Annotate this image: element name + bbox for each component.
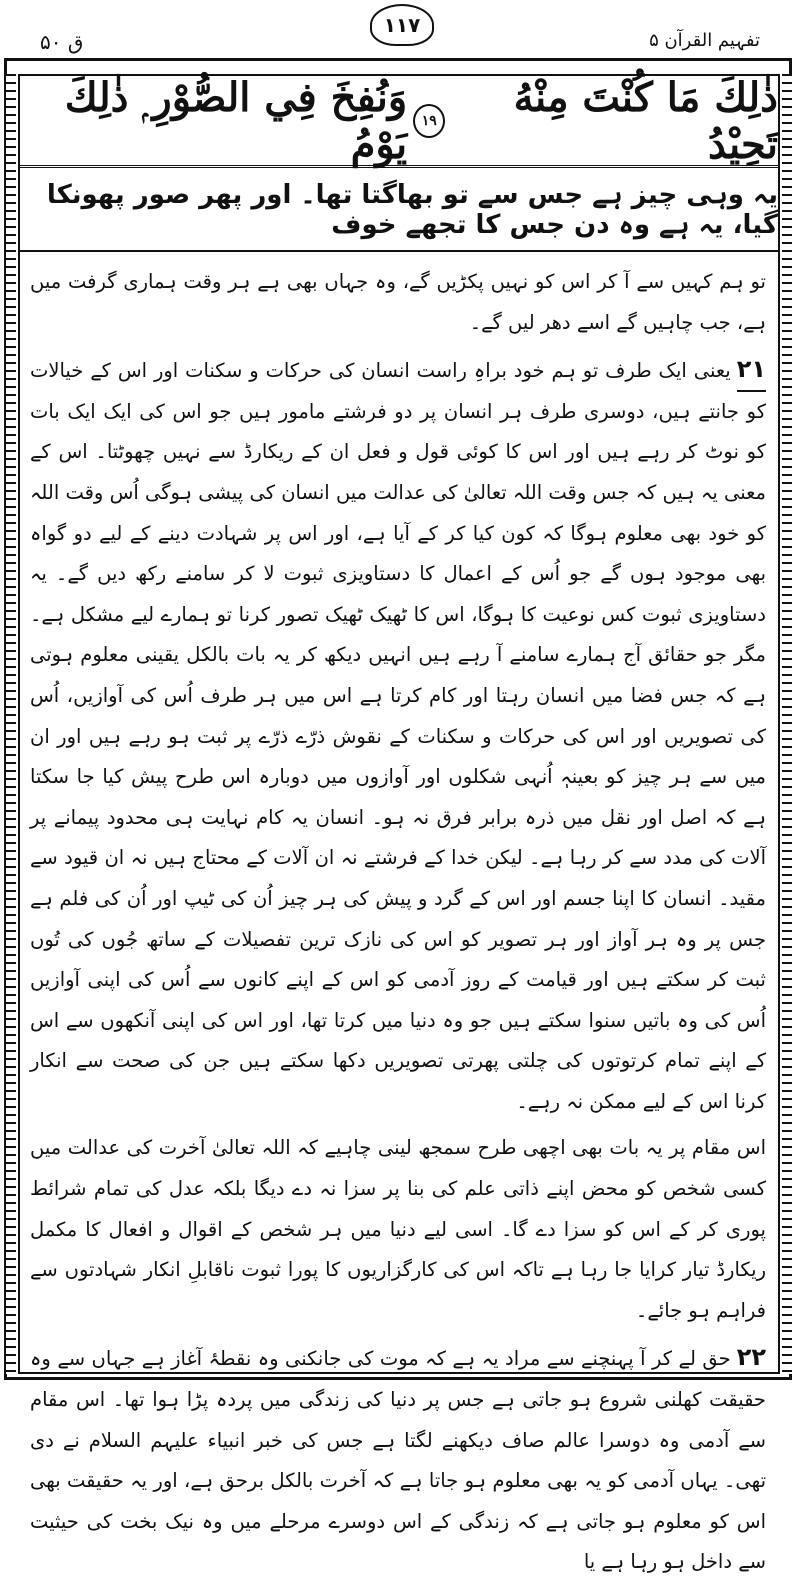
footnote-number: ۲۱ (737, 349, 766, 392)
decorative-border-right (782, 74, 792, 1374)
paragraph-text: یعنی ایک طرف تو ہم خود براہِ راست انسان کی حرکات و سکنات اور اس کے خیالات کو جانتے ہیں، دوسری طرف ہر انسان پر دو فرشتے مامور ہیں جو اس کی ایک ایک بات کو نوٹ کر رہے ہیں اور اس کا کوئی قول و فعل ان کے ریکارڈ سے نہیں چھوٹتا۔ اس کے معنی یہ ہیں کہ جس وقت اللہ تعالیٰ کی عدالت میں انسان کی پیشی ہوگی اُس وقت اللہ کو خود بھی معلوم ہوگا کہ کون کیا کر کے آیا ہے، اور اس پر شہادت دینے کے لیے دو گواہ بھی موجود ہوں گے جو اُس کے اعمال کا دستاویزی ثبوت لا کر سامنے رکھ دیں گے۔ یہ دستاویزی ثبوت کس نوعیت کا ہوگا، اس کا ٹھیک ٹھیک تصور کرنا تو ہمارے لیے مشکل ہے۔ مگر جو حقائق آج ہمارے سامنے آ رہے ہیں انہیں دیکھ کر یہ بات بالکل یقینی معلوم ہوتی ہے کہ جس فضا میں انسان رہتا اور کام کرتا ہے اس میں ہر طرف اُس کی آوازیں، اُس کی تصویریں اور اس کی حرکات و سکنات کے نقوش ذرّے ذرّے پر ثبت ہو رہے ہیں اور ان میں سے ہر چیز کو بعینہٖ اُنہی شکلوں اور آوازوں میں دوبارہ اس طرح پیش کیا جا سکتا ہے کہ اصل اور نقل میں ذرہ برابر فرق نہ ہو۔ انسان یہ کام نہایت ہی محدود پیمانے پر آلات کی مدد سے کر رہا ہے۔ لیکن خدا کے فرشتے نہ ان آلات کے محتاج ہیں نہ ان قیود سے مقید۔ انسان کا اپنا جسم اور اس کے گرد و پیش کی ہر چیز اُن کی ٹیپ اور اُن کی فلم ہے جس پر وہ ہر آواز اور ہر تصویر کو اس کی نازک ترین تفصیلات کے ساتھ جُوں کی تُوں ثبت کر سکتے ہیں اور قیامت کے روز آدمی کو اس کے اپنے کانوں سے اُس کی اپنی آوازیں اُس کی وہ باتیں سنوا سکتے ہیں جو وہ دنیا میں کرتا تھا، اور اس کی اپنی آنکھوں سے اس کے اپنے تمام کرتوتوں کی چلتی پھرتی تصویریں دکھا سکتے ہیں جن کی صحت سے انکار کرنا اس کے لیے ممکن نہ رہے۔ (30, 359, 766, 1113)
commentary-paragraph (30, 349, 766, 1122)
page-header (0, 0, 800, 58)
paragraph-text: اس مقام پر یہ بات بھی اچھی طرح سمجھ لینی چاہیے کہ اللہ تعالیٰ آخرت کی عدالت میں کسی شخص کو محض اپنے ذاتی علم کی بنا پر سزا نہ دے دیگا بلکہ عدل کی تمام شرائط پوری کر کے اس کو سزا دے گا۔ اسی لیے دنیا میں ہر شخص کے اقوال و افعال کا مکمل ریکارڈ تیار کرایا جا رہا ہے تاکہ اس کی کارگزاریوں کا پورا ثبوت ناقابلِ انکار شہادتوں سے فراہم ہو جائے۔ (30, 1136, 766, 1322)
page-number-badge: ۱۱۷ (370, 4, 434, 46)
translation-text: یہ وہی چیز ہے جس سے تو بھاگتا تھا۔ اور پھر صور پھونکا گیا، یہ ہے وہ دن جس کا تجھے خوف (46, 180, 778, 240)
book-title: تفہیم القرآن ۵ (649, 30, 760, 51)
decorative-border-left (6, 74, 16, 1374)
footnote-number: ۲۲ (737, 1337, 766, 1380)
arabic-verse-part-1: ذٰلِكَ مَا كُنْتَ مِنْهُ تَحِيْدُ (513, 73, 778, 168)
commentary-paragraph (30, 1337, 766, 1583)
ayah-number-marker: ١٩ (413, 104, 445, 138)
commentary-body (30, 262, 766, 1589)
commentary-paragraph (30, 262, 766, 343)
paragraph-text: حق لے کر آ پہنچنے سے مراد یہ ہے کہ موت کی جانکنی وہ نقطۂ آغاز ہے جہاں سے وہ حقیقت کھلنی شروع ہو جاتی ہے جس پر دنیا کی زندگی میں پردہ پڑا ہوا تھا۔ اس مقام سے آدمی وہ دوسرا عالم صاف دیکھنے لگتا ہے جس کی خبر انبیاء علیہم السلام نے دی تھی۔ یہاں آدمی کو یہ بھی معلوم ہو جاتا ہے کہ آخرت بالکل برحق ہے، اور یہ حقیقت بھی اس کو معلوم ہو جاتی ہے کہ زندگی کے اس دوسرے مرحلے میں وہ نیک بخت کی حیثیت سے داخل ہو رہا ہے یا (30, 1347, 766, 1574)
arabic-verse-part-2: وَنُفِخَ فِي الصُّوْرِ ۭ ذٰلِكَ يَوْمُ (64, 73, 408, 168)
paragraph-text: تو ہم کہیں سے آ کر اس کو نہیں پکڑیں گے، وہ جہاں بھی ہے ہر وقت ہماری گرفت میں ہے، جب چاہیں گے اسے دھر لیں گے۔ (30, 270, 766, 334)
surah-reference: ق ۵۰ (40, 30, 84, 54)
arabic-verse (20, 73, 778, 168)
urdu-translation (20, 170, 778, 252)
commentary-paragraph (30, 1128, 766, 1331)
